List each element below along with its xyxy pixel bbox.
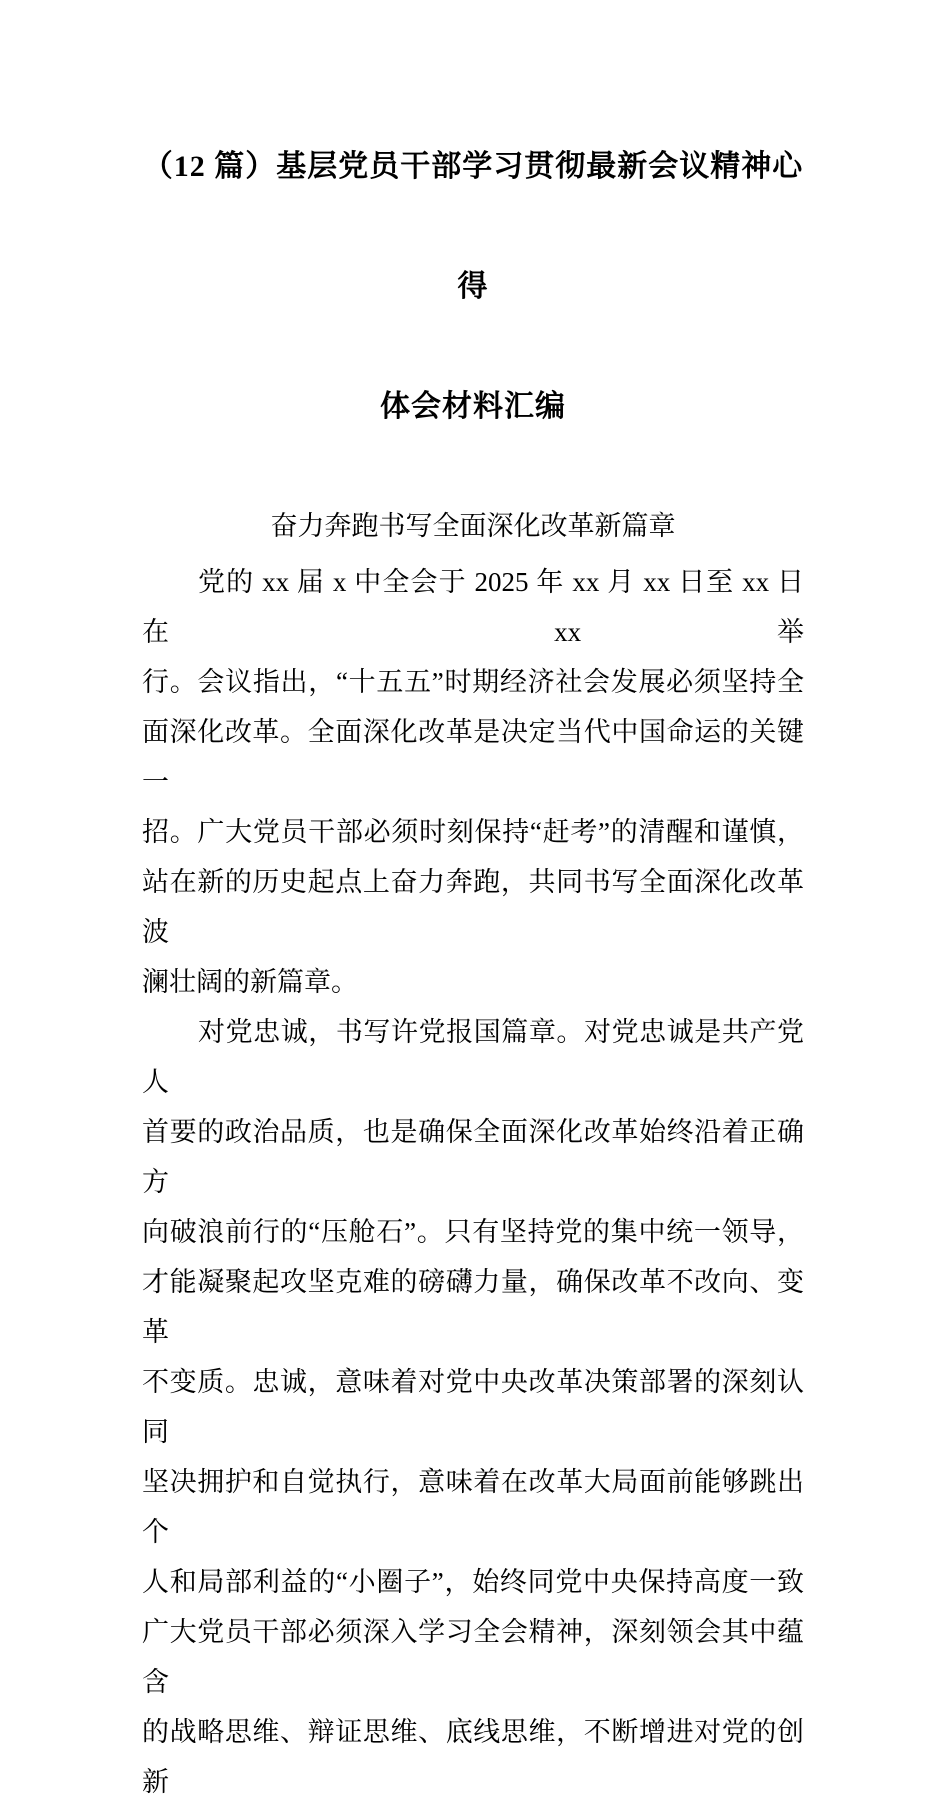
title-line-1: （12 篇）基层党员干部学习贯彻最新会议精神心得 (142, 150, 804, 303)
paragraph (142, 557, 804, 1007)
text-line: 坚决拥护和自觉执行，意味着在改革大局面前能够跳出个 (142, 1467, 804, 1547)
document-body (142, 501, 804, 1807)
text-line: 招。广大党员干部必须时刻保持“赶考”的清醒和谨慎， (142, 817, 804, 847)
text-line: 对党忠诚，书写许党报国篇章。对党忠诚是共产党人 (142, 1017, 804, 1097)
text-line: 面深化改革。全面深化改革是决定当代中国命运的关键一 (142, 717, 804, 797)
text-line: 人和局部利益的“小圈子”，始终同党中央保持高度一致 (142, 1567, 804, 1597)
text-line: 行。会议指出，“十五五”时期经济社会发展必须坚持全 (142, 667, 804, 697)
title-line-2: 体会材料汇编 (380, 390, 566, 423)
text-line: 澜壮阔的新篇章。 (142, 967, 358, 997)
text-line: 向破浪前行的“压舱石”。只有坚持党的集中统一领导， (142, 1217, 804, 1247)
document-title (142, 107, 804, 467)
text-line: 不变质。忠诚，意味着对党中央改革决策部署的深刻认同 (142, 1367, 804, 1447)
text-line: 广大党员干部必须深入学习全会精神，深刻领会其中蕴含 (142, 1617, 804, 1697)
text-line: 党的 xx 届 x 中全会于 2025 年 xx 月 xx 日至 xx 日在 xx 举 (142, 567, 804, 647)
text-line: 才能凝聚起攻坚克难的磅礴力量，确保改革不改向、变革 (142, 1267, 804, 1347)
text-line: 首要的政治品质，也是确保全面深化改革始终沿着正确方 (142, 1117, 804, 1197)
paragraphs-container (142, 557, 804, 1807)
section-heading: 奋力奔跑书写全面深化改革新篇章 (270, 511, 676, 541)
text-line: 的战略思维、辩证思维、底线思维，不断增进对党的创新 (142, 1717, 804, 1797)
text-line: 站在新的历史起点上奋力奔跑，共同书写全面深化改革波 (142, 867, 804, 947)
paragraph (142, 1007, 804, 1807)
